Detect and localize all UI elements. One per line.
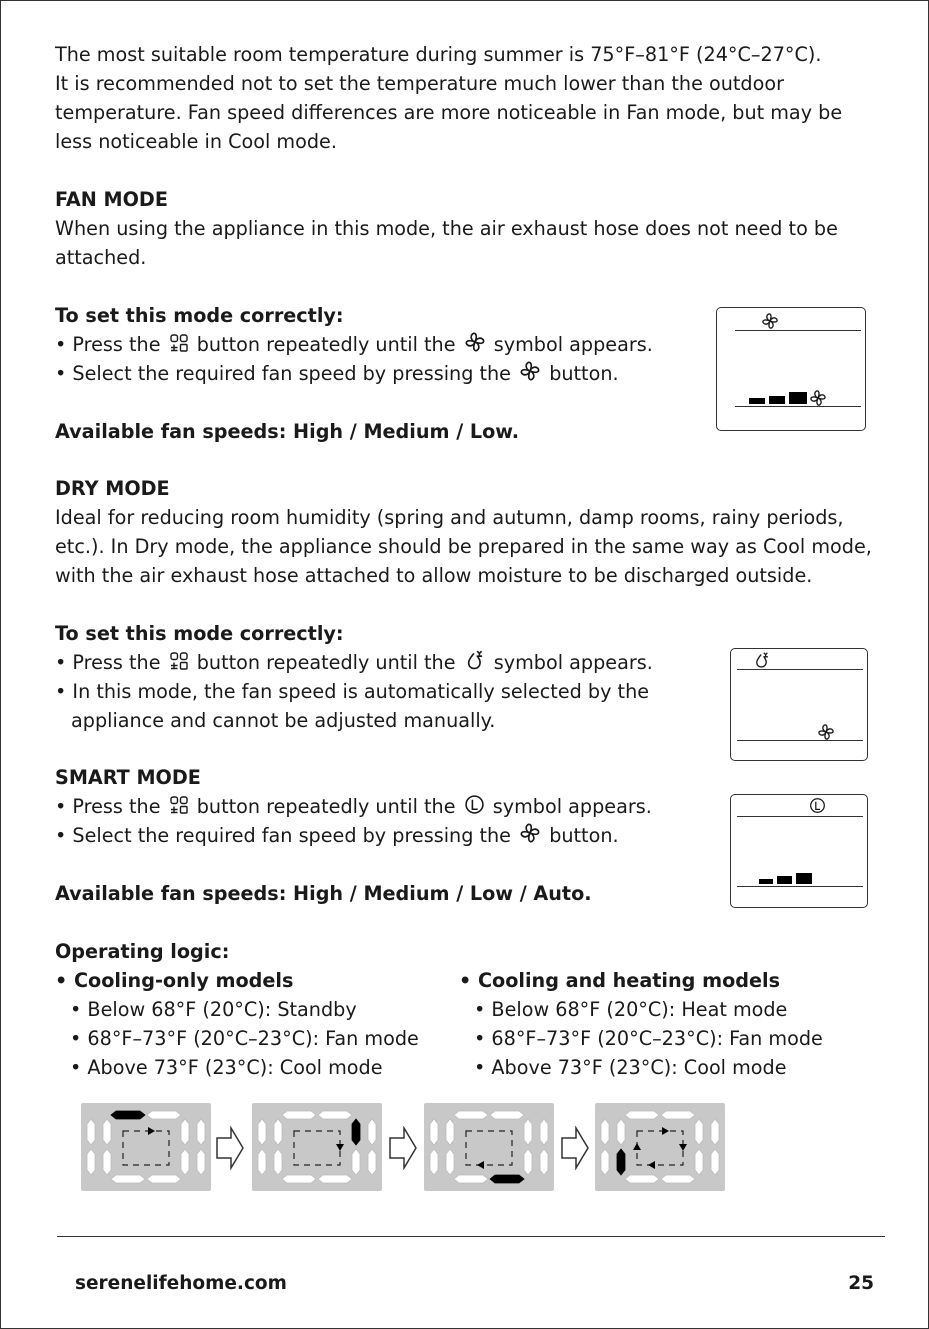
- segment-display: [252, 1103, 382, 1191]
- display-segment: [490, 1175, 524, 1183]
- step-text: symbol appears.: [493, 651, 653, 674]
- cooling-only-column: [55, 966, 419, 1082]
- sequence-display-4: [595, 1103, 725, 1191]
- direction-arrow: [679, 1144, 687, 1151]
- display-segment: [87, 1119, 95, 1145]
- display-segment: [625, 1175, 659, 1183]
- dry-mode-desc-2: etc.). In Dry mode, the appliance should be prepared in the same way as Cool mode,: [55, 535, 872, 558]
- intro-line-2: It is recommended not to set the temperature much lower than the outdoor: [55, 72, 784, 95]
- step-text: button.: [549, 362, 619, 385]
- dry-mode-desc-3: with the air exhaust hose attached to allow moisture to be discharged outside.: [55, 564, 813, 587]
- smart-mode-display: [730, 794, 868, 908]
- fan-mode-desc-1: When using the appliance in this mode, the air exhaust hose does not need to be: [55, 217, 838, 240]
- display-segment: [524, 1119, 532, 1145]
- fan-mode-step-2: [55, 359, 619, 388]
- display-segment: [695, 1149, 703, 1175]
- arrow-right-icon: [560, 1126, 590, 1170]
- fan-mode-heading: FAN MODE: [55, 188, 168, 211]
- display-segment: [111, 1111, 145, 1119]
- fan-icon: [761, 312, 779, 330]
- list-item: • Above 73°F (23°C): Cool mode: [70, 1056, 383, 1079]
- column-title: • Cooling-only models: [55, 969, 294, 992]
- step-text: • Press the: [55, 795, 161, 818]
- step-text: • Press the: [55, 651, 161, 674]
- step-text: button repeatedly until the: [196, 795, 456, 818]
- display-segment: [711, 1149, 719, 1175]
- display-segment: [181, 1119, 189, 1145]
- direction-arrow: [477, 1161, 484, 1169]
- sequence-display-2: [252, 1103, 382, 1191]
- fan-mode-setup-heading: To set this mode correctly:: [55, 304, 344, 327]
- display-segment: [181, 1149, 189, 1175]
- display-segment: [87, 1149, 95, 1175]
- step-text: • Press the: [55, 333, 161, 356]
- display-segment: [258, 1119, 266, 1145]
- display-segment: [617, 1119, 625, 1145]
- fan-mode-display: [716, 307, 866, 431]
- direction-arrow: [148, 1127, 155, 1135]
- fan-mode-step-1: [55, 330, 653, 359]
- display-divider: [737, 669, 863, 670]
- dry-mode-desc-1: Ideal for reducing room humidity (spring and autumn, damp rooms, rainy periods,: [55, 506, 844, 529]
- step-text: • Select the required fan speed by pressing the: [55, 824, 511, 847]
- footer-website: serenelifehome.com: [75, 1273, 287, 1294]
- display-segment: [601, 1119, 609, 1145]
- list-item: • Below 68°F (20°C): Heat mode: [474, 998, 788, 1021]
- step-text: symbol appears.: [493, 333, 653, 356]
- fan-speed-bars: [759, 871, 817, 885]
- display-segment: [617, 1149, 625, 1175]
- smart-mode-heading: SMART MODE: [55, 766, 201, 789]
- direction-arrow: [662, 1127, 669, 1135]
- display-segment: [711, 1119, 719, 1145]
- segment-display: [81, 1103, 211, 1191]
- fan-mode-desc-2: attached.: [55, 246, 147, 269]
- step-text: symbol appears.: [492, 795, 652, 818]
- display-segment: [661, 1175, 695, 1183]
- display-segment: [352, 1149, 360, 1175]
- display-segment: [274, 1119, 282, 1145]
- display-divider: [737, 816, 863, 817]
- display-segment: [103, 1149, 111, 1175]
- display-segment: [540, 1149, 548, 1175]
- smart-mode-step-2: [55, 821, 619, 850]
- fan-icon: [519, 360, 541, 382]
- dry-drop-icon: [464, 649, 486, 671]
- dry-mode-display: [730, 648, 868, 761]
- operating-logic-heading: Operating logic:: [55, 940, 230, 963]
- display-divider: [737, 886, 863, 887]
- display-divider: [737, 740, 863, 741]
- page-number: 25: [848, 1273, 874, 1294]
- display-segment: [258, 1149, 266, 1175]
- display-segment: [368, 1119, 376, 1145]
- dashed-path: [123, 1131, 169, 1165]
- display-segment: [368, 1149, 376, 1175]
- fan-icon: [817, 723, 835, 741]
- display-segment: [430, 1149, 438, 1175]
- segment-display: [424, 1103, 554, 1191]
- display-segment: [490, 1111, 524, 1119]
- display-segment: [446, 1119, 454, 1145]
- display-segment: [111, 1175, 145, 1183]
- step-text: button repeatedly until the: [196, 333, 456, 356]
- display-segment: [282, 1175, 316, 1183]
- mode-button-icon: [169, 795, 189, 815]
- display-segment: [695, 1119, 703, 1145]
- display-segment: [147, 1111, 181, 1119]
- display-segment: [274, 1149, 282, 1175]
- list-item: • 68°F–73°F (20°C–23°C): Fan mode: [70, 1027, 419, 1050]
- footer-divider: [57, 1236, 885, 1237]
- display-segment: [601, 1149, 609, 1175]
- display-segment: [197, 1119, 205, 1145]
- fan-icon: [464, 331, 486, 353]
- dry-mode-step-2-line-1: • In this mode, the fan speed is automatically selected by the: [55, 680, 650, 703]
- fan-speed-bars: [749, 388, 811, 404]
- display-segment: [446, 1149, 454, 1175]
- smart-mode-step-1: [55, 792, 652, 821]
- fan-icon: [809, 389, 827, 407]
- display-segment: [282, 1111, 316, 1119]
- segment-display: [595, 1103, 725, 1191]
- step-text: button repeatedly until the: [196, 651, 456, 674]
- dashed-path: [637, 1131, 683, 1165]
- column-title: • Cooling and heating models: [459, 969, 781, 992]
- fan-icon: [519, 822, 541, 844]
- direction-arrow: [648, 1161, 655, 1169]
- dashed-path: [466, 1131, 512, 1165]
- sequence-display-3: [424, 1103, 554, 1191]
- display-segment: [318, 1175, 352, 1183]
- display-segment: [147, 1175, 181, 1183]
- dry-mode-step-1: [55, 648, 653, 677]
- arrow-right-icon: [215, 1126, 245, 1170]
- display-divider: [735, 330, 861, 331]
- sequence-display-1: [81, 1103, 211, 1191]
- display-segment: [625, 1111, 659, 1119]
- display-segment: [352, 1119, 360, 1145]
- cooling-heating-column: [459, 966, 823, 1082]
- intro-line-1: The most suitable room temperature during summer is 75°F–81°F (24°C–27°C).: [55, 43, 822, 66]
- direction-arrow: [633, 1143, 641, 1150]
- display-segment: [103, 1119, 111, 1145]
- smart-icon: [809, 797, 826, 814]
- fan-mode-speeds: Available fan speeds: High / Medium / Low.: [55, 420, 520, 443]
- smart-icon: [464, 794, 485, 815]
- dry-drop-icon: [753, 651, 771, 669]
- display-segment: [197, 1149, 205, 1175]
- mode-button-icon: [169, 333, 189, 353]
- dashed-path: [294, 1131, 340, 1165]
- list-item: • Below 68°F (20°C): Standby: [70, 998, 357, 1021]
- dry-mode-step-2-line-2: appliance and cannot be adjusted manually.: [71, 709, 496, 732]
- display-divider: [735, 406, 861, 407]
- dry-mode-setup-heading: To set this mode correctly:: [55, 622, 344, 645]
- display-segment: [430, 1119, 438, 1145]
- step-text: • Select the required fan speed by pressing the: [55, 362, 511, 385]
- display-segment: [540, 1119, 548, 1145]
- display-segment: [454, 1111, 488, 1119]
- step-text: button.: [549, 824, 619, 847]
- dry-mode-heading: DRY MODE: [55, 477, 170, 500]
- list-item: • Above 73°F (23°C): Cool mode: [474, 1056, 787, 1079]
- direction-arrow: [336, 1144, 344, 1151]
- intro-line-3: temperature. Fan speed differences are more noticeable in Fan mode, but may be: [55, 101, 843, 124]
- display-segment: [454, 1175, 488, 1183]
- display-segment: [318, 1111, 352, 1119]
- smart-mode-speeds: Available fan speeds: High / Medium / Low / Auto.: [55, 882, 592, 905]
- list-item: • 68°F–73°F (20°C–23°C): Fan mode: [474, 1027, 823, 1050]
- display-segment: [524, 1149, 532, 1175]
- intro-line-4: less noticeable in Cool mode.: [55, 130, 337, 153]
- mode-button-icon: [169, 651, 189, 671]
- arrow-right-icon: [388, 1126, 418, 1170]
- display-segment: [661, 1111, 695, 1119]
